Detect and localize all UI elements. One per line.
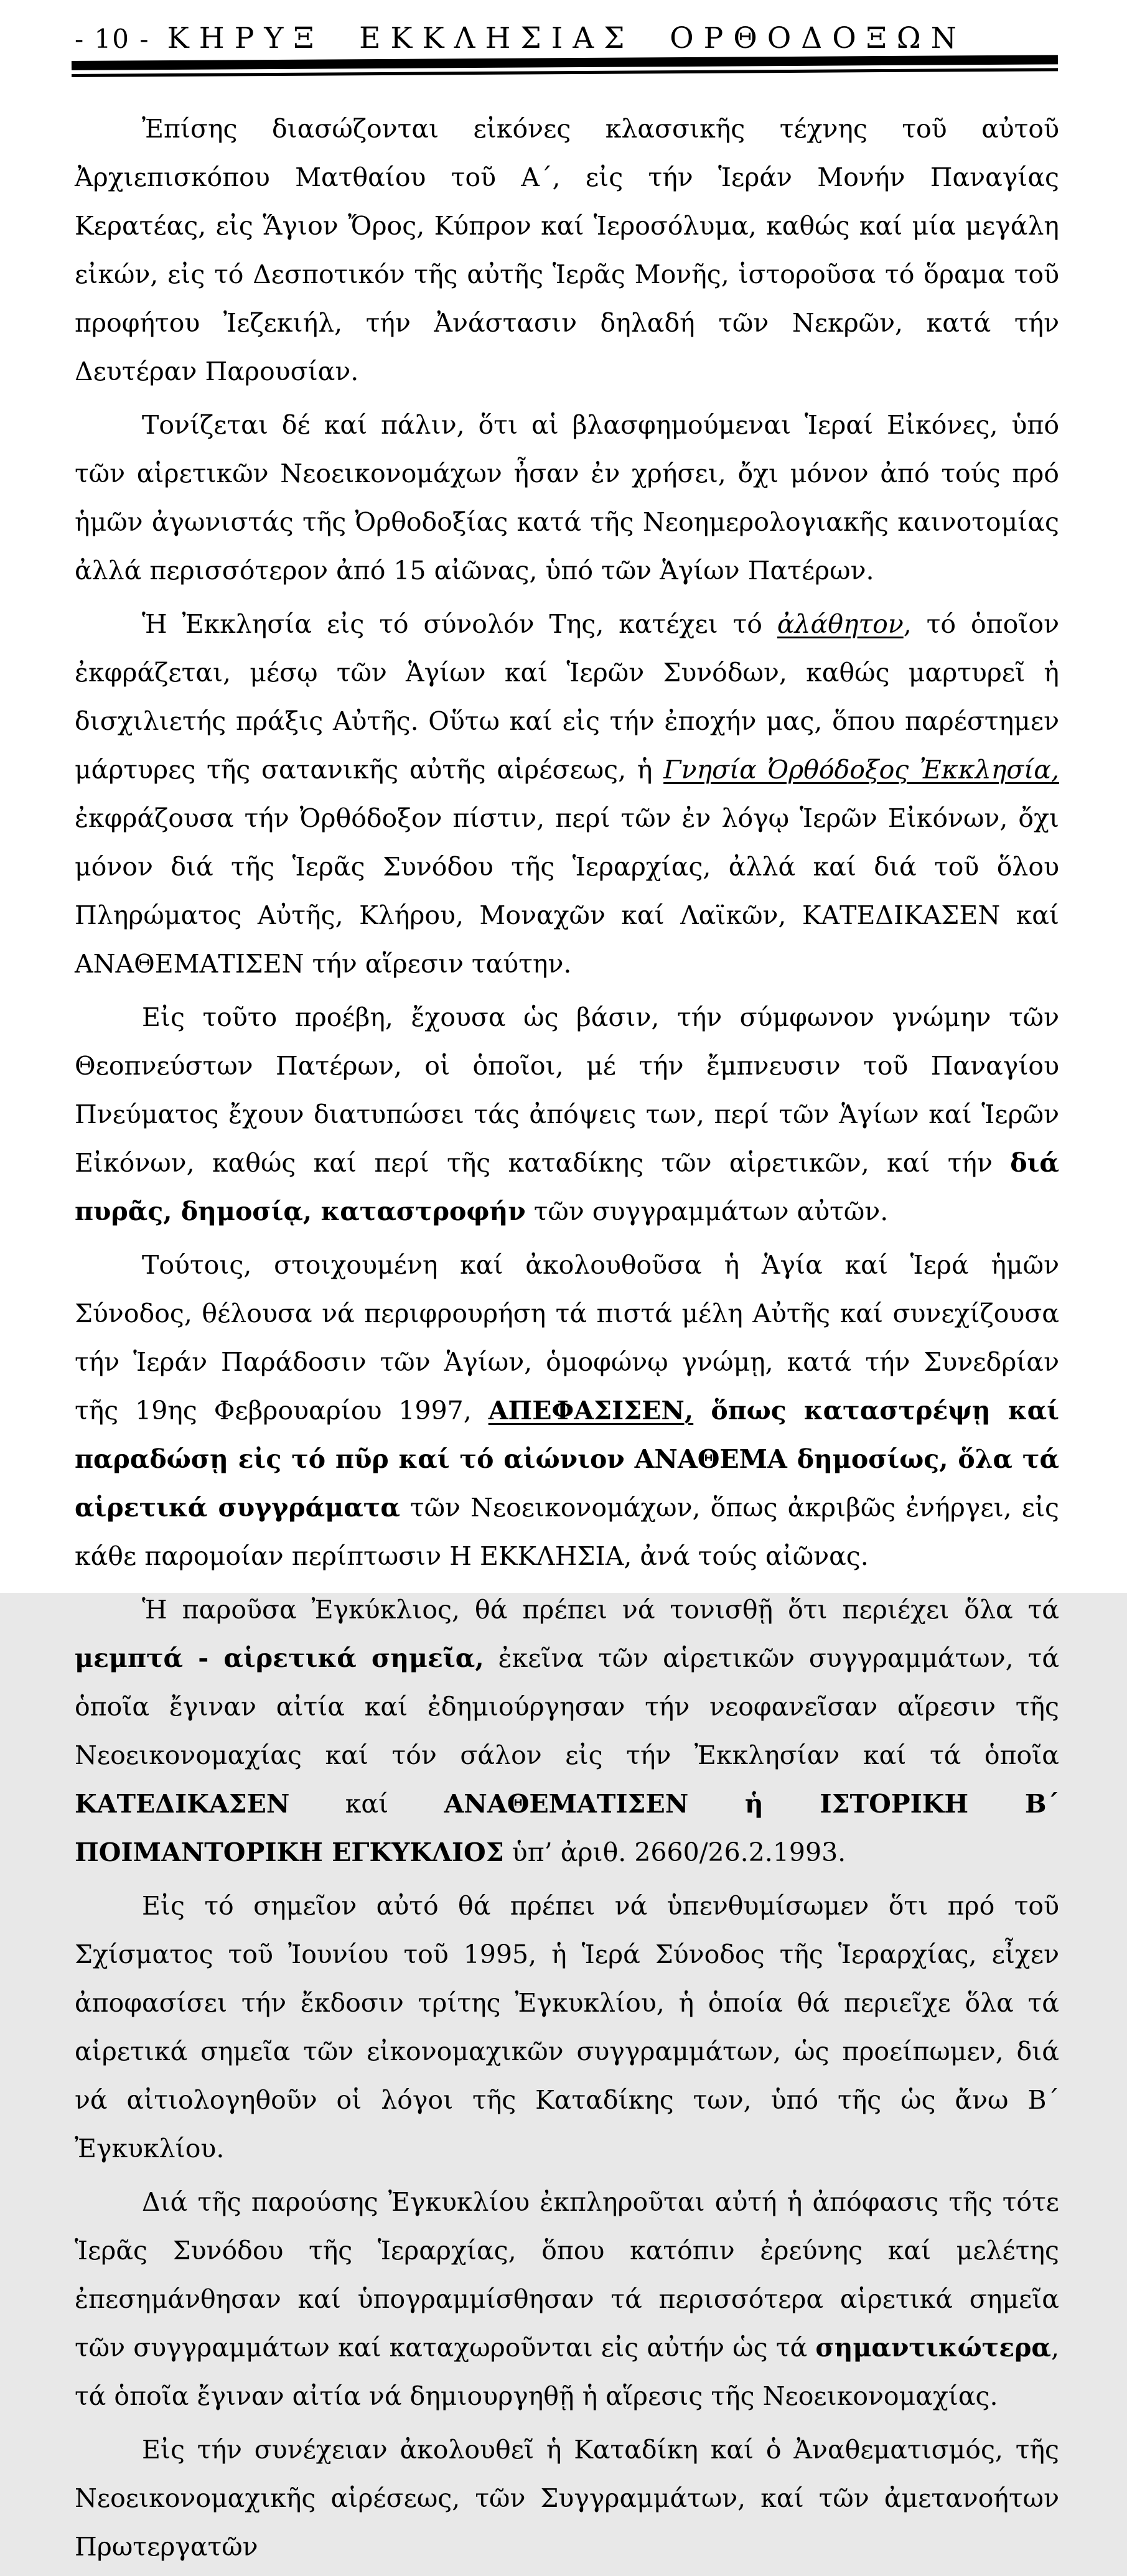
text-run: Ἐπίσης διασώζονται εἰκόνες κλασσικῆς τέχνης τοῦ αὐτοῦ Ἀρχιεπισκόπου Ματθαίου τοῦ Α΄, εἰς τήν Ἱεράν Μονήν Παναγίας Κερατέας, εἰς Ἅγιον Ὄρος, Κύπρον καί Ἱεροσόλυμα, καθώς καί μία μεγάλη εἰκών, εἰς τό Δεσποτικόν τῆς αὐτῆς Ἱερᾶς Μονῆς, ἱστοροῦσα τό ὅραμα τοῦ προφήτου Ἰεζεκιήλ, τήν Ἀνάστασιν δηλαδή τῶν Νεκρῶν, κατά τήν Δευτέραν Παρουσίαν.	[75, 114, 1059, 386]
text-run: Εἰς τήν συνέχειαν ἀκολουθεῖ ἡ Καταδίκη καί ὁ Ἀναθεματισμός, τῆς Νεοεικονομαχικῆς αἱρέσεως, τῶν Συγγραμμάτων, καί τῶν ἀμετανοήτων Πρωτεργατῶν	[75, 2435, 1059, 2562]
text-run: Ἡ παροῦσα Ἐγκύκλιος, θά πρέπει νά τονισθῇ ὅτι περιέχει ὅλα τά	[142, 1595, 1059, 1625]
divider-rule-thick	[72, 55, 1058, 70]
text-run: σημαντικώτερα	[815, 2333, 1051, 2363]
text-run: Τούτοις, στοιχουμένη καί ἀκολουθοῦσα ἡ Ἁγία καί Ἱερά ἡμῶν Σύνοδος, θέλουσα νά περιφρουρήση τά πιστά μέλη Αὐτῆς καί συνεχίζουσα τήν Ἱεράν Παράδοσιν τῶν Ἁγίων, ὁμοφώνῳ γνώμῃ, κατά τήν Συνεδρίαν τῆς 19ης Φεβρουαρίου 1997,	[75, 1250, 1059, 1426]
document-body	[75, 105, 1059, 2576]
text-run: ἀλάθητον	[777, 609, 904, 639]
text-run: Διά τῆς παρούσης Ἐγκυκλίου ἐκπληροῦται αὐτή ἡ ἀπόφασις τῆς τότε Ἱερᾶς Συνόδου τῆς Ἱεραρχίας, ὅπου κατόπιν ἐρεύνης καί μελέτης ἐπεσημάνθησαν καί ὑπογραμμίσθησαν τά περισσότερα αἱρετικά σημεῖα τῶν συγγραμμάτων καί καταχωροῦνται εἰς αὐτήν ὡς τά	[75, 2187, 1059, 2363]
text-run: διά πυρᾶς, δημοσίᾳ, καταστροφήν	[75, 1148, 1059, 1226]
paragraph	[75, 600, 1059, 988]
text-run: ἐκφράζουσα τήν Ὀρθόδοξον πίστιν, περί τῶν ἐν λόγῳ Ἱερῶν Εἰκόνων, ὄχι μόνον διά τῆς Ἱερᾶς Συνόδου τῆς Ἱεραρχίας, ἀλλά καί διά τοῦ ὅλου Πληρώματος Αὐτῆς, Κλήρου, Μοναχῶν καί Λαϊκῶν, ΚΑΤΕΔΙΚΑΣΕΝ καί ΑΝΑΘΕΜΑΤΙΣΕΝ τήν αἵρεσιν ταύτην.	[75, 803, 1059, 979]
page-number: - 10 -	[75, 24, 150, 54]
page-header	[75, 21, 1059, 55]
text-run: ΚΑΤΕΔΙΚΑΣΕΝ	[75, 1789, 290, 1819]
text-run: ὅπως καταστρέψῃ καί παραδώσῃ εἰς τό πῦρ καί τό αἰώνιον ΑΝΑΘΕΜΑ δημοσίως, ὅλα τά αἱρετικά συγγράματα	[75, 1396, 1059, 1523]
paragraph	[75, 105, 1059, 396]
text-run: Τονίζεται δέ καί πάλιν, ὅτι αἱ βλασφημούμεναι Ἱεραί Εἰκόνες, ὑπό τῶν αἱρετικῶν Νεοεικονομάχων ἦσαν ἐν χρήσει, ὄχι μόνον ἀπό τούς πρό ἡμῶν ἀγωνιστάς τῆς Ὀρθοδοξίας κατά τῆς Νεοημερολογιακῆς καινοτομίας ἀλλά περισσότερον ἀπό 15 αἰῶνας, ὑπό τῶν Ἁγίων Πατέρων.	[75, 410, 1059, 586]
text-run: Εἰς τοῦτο προέβη, ἔχουσα ὡς βάσιν, τήν σύμφωνον γνώμην τῶν Θεοπνεύστων Πατέρων, οἱ ὁποῖοι, μέ τήν ἔμπνευσιν τοῦ Παναγίου Πνεύματος ἔχουν διατυπώσει τάς ἀπόψεις των, περί τῶν Ἁγίων καί Ἱερῶν Εἰκόνων, καθώς καί περί τῆς καταδίκης τῶν αἱρετικῶν, καί τήν	[75, 1002, 1059, 1178]
text-run: καί	[289, 1789, 444, 1819]
text-run: μεμπτά - αἱρετικά σημεῖα,	[75, 1643, 484, 1673]
text-run: ΑΠΕΦΑΣΙΣΕΝ,	[488, 1396, 694, 1426]
publication-title: ΚΗΡΥΞ ΕΚΚΛΗΣΙΑΣ ΟΡΘΟΔΟΞΩΝ	[167, 21, 966, 55]
text-run: Γνησία Ὀρθόδοξος Ἐκκλησία,	[663, 755, 1059, 785]
text-run: Εἰς τό σημεῖον αὐτό θά πρέπει νά ὑπενθυμίσωμεν ὅτι πρό τοῦ Σχίσματος τοῦ Ἰουνίου τοῦ 1995, ἡ Ἱερά Σύνοδος τῆς Ἱεραρχίας, εἶχεν ἀποφασίσει τήν ἔκδοσιν τρίτης Ἐγκυκλίου, ἡ ὁποία θά περιεῖχε ὅλα τά αἱρετικά σημεῖα τῶν εἰκονομαχικῶν συγγραμμάτων, ὡς προείπωμεν, διά νά αἰτιολογηθοῦν οἱ λόγοι τῆς Καταδίκης των, ὑπό τῆς ὡς ἄνω Β΄ Ἐγκυκλίου.	[75, 1891, 1059, 2163]
text-run: ἐκεῖνα τῶν αἱρετικῶν συγγραμμάτων, τά ὁποῖα ἔγιναν αἰτία καί ἐδημιούργησαν τήν νεοφανεῖσαν αἵρεσιν τῆς Νεοεικονομαχίας καί τόν σάλον εἰς τήν Ἐκκλησίαν καί τά ὁποῖα	[75, 1643, 1060, 1770]
text-run: τῶν συγγραμμάτων αὐτῶν.	[525, 1197, 889, 1226]
header-divider	[72, 55, 1058, 77]
text-run: τῶν Νεοεικονομάχων, ὅπως ἀκριβῶς ἐνήργει, εἰς κάθε παρομοίαν περίπτωσιν Η ΕΚΚΛΗΣΙΑ, ἀνά τούς αἰῶνας.	[75, 1493, 1059, 1571]
text-run: ΑΝΑΘΕΜΑΤΙΣΕΝ ἡ ΙΣΤΟΡΙΚΗ Β΄ ΠΟΙΜΑΝΤΟΡΙΚΗ ΕΓΚΥΚΛΙΟΣ	[75, 1789, 1059, 1867]
paragraph	[75, 2425, 1059, 2571]
paragraph	[75, 1241, 1059, 1580]
paragraph	[75, 1882, 1059, 2173]
text-run: , τό ὁποῖον ἐκφράζεται, μέσῳ τῶν Ἁγίων καί Ἱερῶν Συνόδων, καθώς μαρτυρεῖ ἡ δισχιλιετής πράξις Αὐτῆς. Οὕτω καί εἰς τήν ἐποχήν μας, ὅπου παρέστημεν μάρτυρες τῆς σατανικῆς αὐτῆς αἱρέσεως, ἡ	[75, 609, 1059, 785]
text-run: , τά ὁποῖα ἔγιναν αἰτία νά δημιουργηθῇ ἡ αἵρεσις τῆς Νεοεικονομαχίας.	[75, 2333, 1059, 2411]
paragraph	[75, 2178, 1059, 2420]
text-run: Ἡ Ἐκκλησία εἰς τό σύνολόν Της, κατέχει τό	[142, 609, 777, 639]
paragraph	[75, 993, 1059, 1236]
text-run: ὑπ’ ἀριθ. 2660/26.2.1993.	[503, 1837, 846, 1867]
paragraph	[75, 1585, 1059, 1877]
paragraph	[75, 401, 1059, 595]
